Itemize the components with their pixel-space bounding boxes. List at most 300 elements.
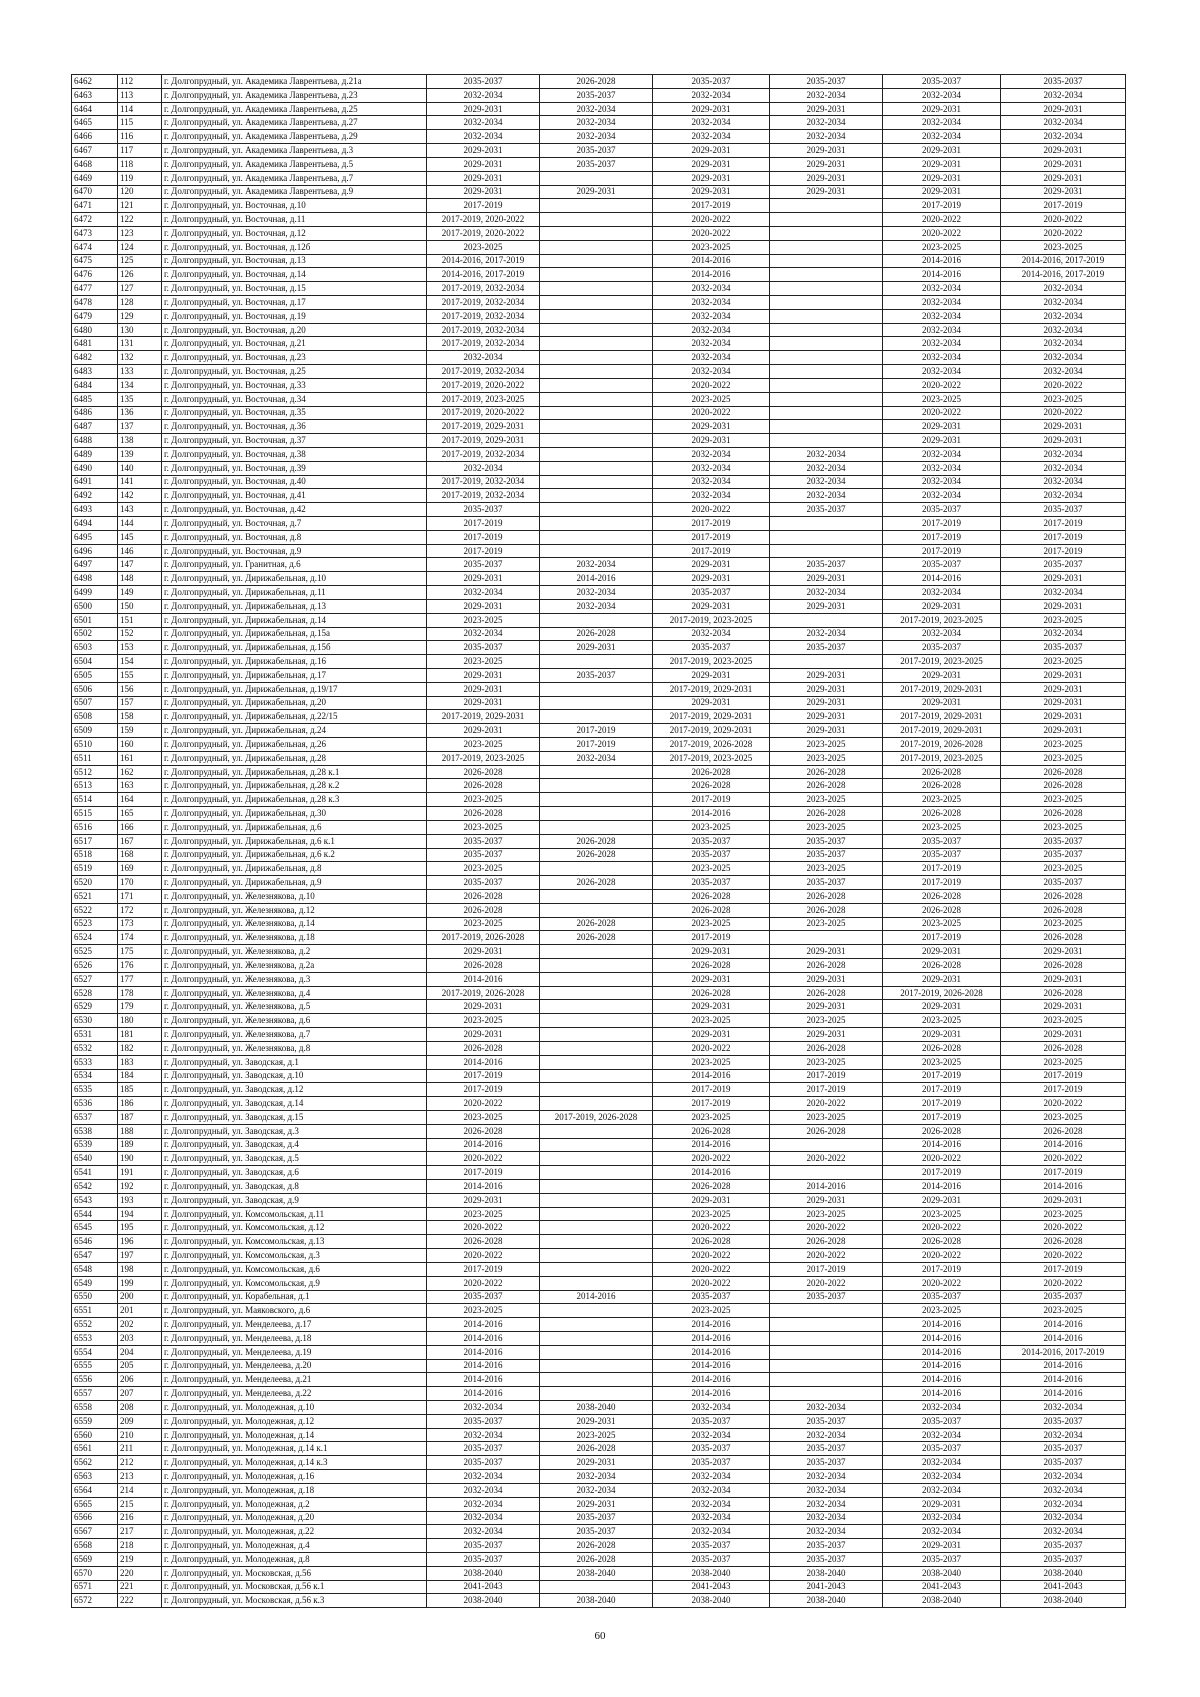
period-cell-1: 2023-2025	[427, 793, 540, 807]
address-cell: г. Долгопрудный, ул. Дирижабельная, д.30	[162, 807, 427, 821]
table-row	[72, 254, 1126, 268]
table-row	[72, 599, 1126, 613]
row-number-cell: 6563	[72, 1470, 118, 1484]
item-number-cell: 216	[118, 1511, 162, 1525]
item-number-cell: 190	[118, 1152, 162, 1166]
address-cell: г. Долгопрудный, ул. Академика Лаврентьева, д.25	[162, 102, 427, 116]
address-cell: г. Долгопрудный, ул. Менделеева, д.22	[162, 1387, 427, 1401]
table-row	[72, 1041, 1126, 1055]
item-number-cell: 130	[118, 323, 162, 337]
item-number-cell: 206	[118, 1373, 162, 1387]
period-cell-6: 2035-2037	[1001, 834, 1126, 848]
period-cell-2: 2035-2037	[540, 668, 653, 682]
period-cell-4: 2035-2037	[770, 876, 883, 890]
period-cell-2	[540, 530, 653, 544]
item-number-cell: 127	[118, 282, 162, 296]
address-cell: г. Долгопрудный, ул. Восточная, д.11	[162, 213, 427, 227]
period-cell-2	[540, 1262, 653, 1276]
period-cell-4	[770, 931, 883, 945]
period-cell-2: 2026-2028	[540, 1442, 653, 1456]
period-cell-3: 2029-2031	[653, 420, 770, 434]
period-cell-2: 2038-2040	[540, 1566, 653, 1580]
item-number-cell: 138	[118, 434, 162, 448]
period-cell-3: 2032-2034	[653, 1428, 770, 1442]
period-cell-6: 2035-2037	[1001, 641, 1126, 655]
period-cell-1: 2017-2019, 2032-2034	[427, 447, 540, 461]
address-cell: г. Долгопрудный, ул. Железнякова, д.5	[162, 1000, 427, 1014]
period-cell-1: 2017-2019, 2020-2022	[427, 226, 540, 240]
period-cell-2	[540, 1000, 653, 1014]
period-cell-3: 2020-2022	[653, 378, 770, 392]
item-number-cell: 156	[118, 682, 162, 696]
period-cell-3: 2032-2034	[653, 309, 770, 323]
period-cell-5: 2032-2034	[883, 1428, 1001, 1442]
row-number-cell: 6528	[72, 986, 118, 1000]
table-row	[72, 724, 1126, 738]
period-cell-5: 2017-2019, 2023-2025	[883, 751, 1001, 765]
period-cell-6: 2029-2031	[1001, 1193, 1126, 1207]
period-cell-6: 2029-2031	[1001, 1028, 1126, 1042]
row-number-cell: 6542	[72, 1180, 118, 1194]
table-row	[72, 199, 1126, 213]
period-cell-4: 2023-2025	[770, 862, 883, 876]
period-cell-6: 2029-2031	[1001, 696, 1126, 710]
period-cell-4: 2029-2031	[770, 1028, 883, 1042]
row-number-cell: 6554	[72, 1345, 118, 1359]
period-cell-1: 2017-2019, 2032-2034	[427, 323, 540, 337]
address-cell: г. Долгопрудный, ул. Корабельная, д.1	[162, 1290, 427, 1304]
period-cell-1: 2017-2019, 2029-2031	[427, 710, 540, 724]
period-cell-6: 2014-2016	[1001, 1387, 1126, 1401]
period-cell-1: 2026-2028	[427, 903, 540, 917]
row-number-cell: 6545	[72, 1221, 118, 1235]
period-cell-5: 2032-2034	[883, 586, 1001, 600]
period-cell-3: 2026-2028	[653, 779, 770, 793]
period-cell-4: 2029-2031	[770, 710, 883, 724]
period-cell-6: 2032-2034	[1001, 1525, 1126, 1539]
period-cell-3: 2029-2031	[653, 171, 770, 185]
period-cell-5: 2026-2028	[883, 1124, 1001, 1138]
row-number-cell: 6534	[72, 1069, 118, 1083]
period-cell-2: 2032-2034	[540, 586, 653, 600]
table-row	[72, 613, 1126, 627]
row-number-cell: 6485	[72, 392, 118, 406]
address-cell: г. Долгопрудный, ул. Железнякова, д.6	[162, 1014, 427, 1028]
period-cell-4: 2020-2022	[770, 1249, 883, 1263]
table-row	[72, 475, 1126, 489]
period-cell-3: 2017-2019, 2023-2025	[653, 655, 770, 669]
row-number-cell: 6495	[72, 530, 118, 544]
row-number-cell: 6510	[72, 738, 118, 752]
period-cell-6: 2032-2034	[1001, 1470, 1126, 1484]
address-cell: г. Долгопрудный, ул. Восточная, д.35	[162, 406, 427, 420]
period-cell-2	[540, 613, 653, 627]
period-cell-5: 2029-2031	[883, 696, 1001, 710]
period-cell-6: 2029-2031	[1001, 157, 1126, 171]
row-number-cell: 6558	[72, 1401, 118, 1415]
table-row	[72, 461, 1126, 475]
row-number-cell: 6478	[72, 296, 118, 310]
row-number-cell: 6532	[72, 1041, 118, 1055]
period-cell-1: 2029-2031	[427, 682, 540, 696]
period-cell-6: 2014-2016	[1001, 1180, 1126, 1194]
address-cell: г. Долгопрудный, ул. Восточная, д.13	[162, 254, 427, 268]
item-number-cell: 218	[118, 1539, 162, 1553]
period-cell-1: 2014-2016	[427, 1387, 540, 1401]
item-number-cell: 141	[118, 475, 162, 489]
table-row	[72, 337, 1126, 351]
period-cell-3: 2032-2034	[653, 130, 770, 144]
period-cell-4: 2029-2031	[770, 682, 883, 696]
period-cell-6: 2029-2031	[1001, 185, 1126, 199]
period-cell-6: 2035-2037	[1001, 1456, 1126, 1470]
period-cell-2: 2026-2028	[540, 931, 653, 945]
period-cell-6: 2032-2034	[1001, 475, 1126, 489]
address-cell: г. Долгопрудный, ул. Комсомольская, д.9	[162, 1276, 427, 1290]
period-cell-2	[540, 296, 653, 310]
period-cell-6: 2035-2037	[1001, 558, 1126, 572]
item-number-cell: 142	[118, 489, 162, 503]
address-cell: г. Долгопрудный, ул. Маяковского, д.6	[162, 1304, 427, 1318]
address-cell: г. Долгопрудный, ул. Восточная, д.14	[162, 268, 427, 282]
item-number-cell: 184	[118, 1069, 162, 1083]
address-cell: г. Долгопрудный, ул. Академика Лаврентьева, д.21а	[162, 75, 427, 89]
item-number-cell: 222	[118, 1594, 162, 1608]
row-number-cell: 6487	[72, 420, 118, 434]
item-number-cell: 153	[118, 641, 162, 655]
period-cell-2	[540, 406, 653, 420]
table-row	[72, 1028, 1126, 1042]
item-number-cell: 185	[118, 1083, 162, 1097]
period-cell-5: 2032-2034	[883, 337, 1001, 351]
table-row	[72, 710, 1126, 724]
period-cell-1: 2014-2016	[427, 1345, 540, 1359]
address-cell: г. Долгопрудный, ул. Молодежная, д.10	[162, 1401, 427, 1415]
period-cell-5: 2020-2022	[883, 1276, 1001, 1290]
item-number-cell: 116	[118, 130, 162, 144]
period-cell-6: 2035-2037	[1001, 1290, 1126, 1304]
period-cell-2: 2038-2040	[540, 1401, 653, 1415]
period-cell-4: 2029-2031	[770, 1000, 883, 1014]
period-cell-4: 2029-2031	[770, 157, 883, 171]
period-cell-6: 2038-2040	[1001, 1566, 1126, 1580]
period-cell-2: 2029-2031	[540, 641, 653, 655]
table-row	[72, 1580, 1126, 1594]
table-row	[72, 751, 1126, 765]
period-cell-2	[540, 434, 653, 448]
period-cell-6: 2020-2022	[1001, 226, 1126, 240]
address-cell: г. Долгопрудный, ул. Заводская, д.5	[162, 1152, 427, 1166]
period-cell-6: 2029-2031	[1001, 572, 1126, 586]
row-number-cell: 6504	[72, 655, 118, 669]
period-cell-2: 2032-2034	[540, 102, 653, 116]
period-cell-3: 2017-2019	[653, 517, 770, 531]
item-number-cell: 162	[118, 765, 162, 779]
address-cell: г. Долгопрудный, ул. Восточная, д.17	[162, 296, 427, 310]
period-cell-3: 2014-2016	[653, 1166, 770, 1180]
table-row	[72, 185, 1126, 199]
period-cell-4	[770, 1166, 883, 1180]
period-cell-1: 2029-2031	[427, 1193, 540, 1207]
row-number-cell: 6565	[72, 1497, 118, 1511]
period-cell-3: 2017-2019, 2029-2031	[653, 710, 770, 724]
period-cell-3: 2035-2037	[653, 1552, 770, 1566]
period-cell-6: 2017-2019	[1001, 199, 1126, 213]
period-cell-1: 2032-2034	[427, 1428, 540, 1442]
address-cell: г. Долгопрудный, ул. Восточная, д.41	[162, 489, 427, 503]
period-cell-3: 2014-2016	[653, 1359, 770, 1373]
period-cell-3: 2032-2034	[653, 1497, 770, 1511]
period-cell-1: 2029-2031	[427, 144, 540, 158]
row-number-cell: 6508	[72, 710, 118, 724]
period-cell-6: 2026-2028	[1001, 959, 1126, 973]
period-cell-4	[770, 530, 883, 544]
period-cell-1: 2017-2019	[427, 1069, 540, 1083]
period-cell-4: 2026-2028	[770, 807, 883, 821]
period-cell-5: 2014-2016	[883, 1331, 1001, 1345]
period-cell-2: 2029-2031	[540, 1414, 653, 1428]
period-cell-4: 2035-2037	[770, 1442, 883, 1456]
period-cell-1: 2032-2034	[427, 116, 540, 130]
period-cell-1: 2014-2016	[427, 1138, 540, 1152]
period-cell-6: 2029-2031	[1001, 434, 1126, 448]
period-cell-5: 2026-2028	[883, 779, 1001, 793]
period-cell-4: 2026-2028	[770, 1235, 883, 1249]
period-cell-1: 2017-2019, 2032-2034	[427, 489, 540, 503]
period-cell-1: 2017-2019, 2032-2034	[427, 337, 540, 351]
period-cell-6: 2029-2031	[1001, 682, 1126, 696]
item-number-cell: 126	[118, 268, 162, 282]
period-cell-5: 2026-2028	[883, 959, 1001, 973]
address-cell: г. Долгопрудный, ул. Московская, д.56	[162, 1566, 427, 1580]
row-number-cell: 6518	[72, 848, 118, 862]
row-number-cell: 6544	[72, 1207, 118, 1221]
period-cell-4: 2032-2034	[770, 116, 883, 130]
period-cell-1: 2026-2028	[427, 959, 540, 973]
period-cell-4: 2041-2043	[770, 1580, 883, 1594]
table-row	[72, 1276, 1126, 1290]
period-cell-1: 2035-2037	[427, 1290, 540, 1304]
period-cell-3: 2026-2028	[653, 1124, 770, 1138]
address-cell: г. Долгопрудный, ул. Дирижабельная, д.28 к.3	[162, 793, 427, 807]
period-cell-6: 2029-2031	[1001, 945, 1126, 959]
item-number-cell: 179	[118, 1000, 162, 1014]
row-number-cell: 6516	[72, 820, 118, 834]
period-cell-1: 2038-2040	[427, 1566, 540, 1580]
period-cell-5: 2017-2019, 2029-2031	[883, 724, 1001, 738]
item-number-cell: 166	[118, 820, 162, 834]
item-number-cell: 132	[118, 351, 162, 365]
table-row	[72, 889, 1126, 903]
period-cell-2: 2017-2019	[540, 738, 653, 752]
item-number-cell: 135	[118, 392, 162, 406]
row-number-cell: 6463	[72, 88, 118, 102]
table-row	[72, 226, 1126, 240]
table-row	[72, 820, 1126, 834]
period-cell-3: 2023-2025	[653, 917, 770, 931]
address-cell: г. Долгопрудный, ул. Комсомольская, д.13	[162, 1235, 427, 1249]
table-row	[72, 1069, 1126, 1083]
period-cell-4: 2029-2031	[770, 599, 883, 613]
table-row	[72, 1262, 1126, 1276]
period-cell-2	[540, 682, 653, 696]
address-cell: г. Долгопрудный, ул. Восточная, д.15	[162, 282, 427, 296]
period-cell-4	[770, 1359, 883, 1373]
period-cell-2	[540, 1152, 653, 1166]
table-row	[72, 1414, 1126, 1428]
period-cell-5: 2017-2019	[883, 931, 1001, 945]
period-cell-3: 2035-2037	[653, 1539, 770, 1553]
period-cell-3: 2014-2016	[653, 1331, 770, 1345]
address-cell: г. Долгопрудный, ул. Дирижабельная, д.13	[162, 599, 427, 613]
item-number-cell: 196	[118, 1235, 162, 1249]
item-number-cell: 181	[118, 1028, 162, 1042]
period-cell-2	[540, 1097, 653, 1111]
period-cell-1: 2017-2019, 2029-2031	[427, 434, 540, 448]
period-cell-4	[770, 226, 883, 240]
period-cell-2: 2032-2034	[540, 558, 653, 572]
period-cell-1: 2023-2025	[427, 917, 540, 931]
period-cell-3: 2020-2022	[653, 1276, 770, 1290]
period-cell-4: 2023-2025	[770, 820, 883, 834]
period-cell-3: 2017-2019, 2029-2031	[653, 724, 770, 738]
item-number-cell: 202	[118, 1318, 162, 1332]
address-cell: г. Долгопрудный, ул. Московская, д.56 к.1	[162, 1580, 427, 1594]
item-number-cell: 150	[118, 599, 162, 613]
period-cell-4	[770, 240, 883, 254]
period-cell-4: 2035-2037	[770, 1456, 883, 1470]
period-cell-6: 2014-2016	[1001, 1373, 1126, 1387]
table-row	[72, 75, 1126, 89]
period-cell-1: 2029-2031	[427, 185, 540, 199]
period-cell-5: 2029-2031	[883, 1000, 1001, 1014]
table-row	[72, 834, 1126, 848]
period-cell-6: 2020-2022	[1001, 213, 1126, 227]
item-number-cell: 183	[118, 1055, 162, 1069]
period-cell-6: 2035-2037	[1001, 848, 1126, 862]
period-cell-3: 2032-2034	[653, 282, 770, 296]
period-cell-2	[540, 447, 653, 461]
period-cell-2	[540, 461, 653, 475]
period-cell-3: 2032-2034	[653, 1470, 770, 1484]
item-number-cell: 182	[118, 1041, 162, 1055]
period-cell-6: 2026-2028	[1001, 1041, 1126, 1055]
period-cell-6: 2035-2037	[1001, 503, 1126, 517]
period-cell-2: 2029-2031	[540, 185, 653, 199]
period-cell-6: 2023-2025	[1001, 392, 1126, 406]
period-cell-2	[540, 226, 653, 240]
row-number-cell: 6559	[72, 1414, 118, 1428]
period-cell-4	[770, 268, 883, 282]
period-cell-2: 2035-2037	[540, 88, 653, 102]
period-cell-1: 2017-2019, 2032-2034	[427, 475, 540, 489]
period-cell-2	[540, 1083, 653, 1097]
table-row	[72, 144, 1126, 158]
row-number-cell: 6549	[72, 1276, 118, 1290]
period-cell-4	[770, 213, 883, 227]
table-row	[72, 517, 1126, 531]
table-row	[72, 1497, 1126, 1511]
period-cell-2: 2026-2028	[540, 1539, 653, 1553]
period-cell-5: 2035-2037	[883, 834, 1001, 848]
period-cell-6: 2026-2028	[1001, 807, 1126, 821]
period-cell-2	[540, 1249, 653, 1263]
period-cell-3: 2026-2028	[653, 765, 770, 779]
table-row	[72, 1470, 1126, 1484]
period-cell-6: 2026-2028	[1001, 986, 1126, 1000]
table-row	[72, 738, 1126, 752]
row-number-cell: 6498	[72, 572, 118, 586]
period-cell-4: 2023-2025	[770, 793, 883, 807]
period-cell-4: 2035-2037	[770, 75, 883, 89]
row-number-cell: 6486	[72, 406, 118, 420]
row-number-cell: 6537	[72, 1110, 118, 1124]
item-number-cell: 171	[118, 889, 162, 903]
row-number-cell: 6539	[72, 1138, 118, 1152]
period-cell-3: 2041-2043	[653, 1580, 770, 1594]
item-number-cell: 151	[118, 613, 162, 627]
table-row	[72, 1055, 1126, 1069]
period-cell-3: 2014-2016	[653, 1373, 770, 1387]
period-cell-5: 2017-2019, 2023-2025	[883, 655, 1001, 669]
table-row	[72, 392, 1126, 406]
period-cell-4: 2032-2034	[770, 130, 883, 144]
period-cell-5: 2029-2031	[883, 1028, 1001, 1042]
page-number: 60	[594, 1630, 606, 1642]
period-cell-2	[540, 351, 653, 365]
table-row	[72, 544, 1126, 558]
row-number-cell: 6506	[72, 682, 118, 696]
period-cell-4: 2026-2028	[770, 889, 883, 903]
period-cell-5: 2032-2034	[883, 282, 1001, 296]
period-cell-5: 2017-2019	[883, 1069, 1001, 1083]
period-cell-4: 2038-2040	[770, 1566, 883, 1580]
item-number-cell: 122	[118, 213, 162, 227]
period-cell-3: 2029-2031	[653, 572, 770, 586]
period-cell-1: 2032-2034	[427, 88, 540, 102]
period-cell-6: 2032-2034	[1001, 337, 1126, 351]
period-cell-2	[540, 1387, 653, 1401]
address-cell: г. Долгопрудный, ул. Академика Лаврентьева, д.5	[162, 157, 427, 171]
item-number-cell: 169	[118, 862, 162, 876]
period-cell-5: 2032-2034	[883, 489, 1001, 503]
table-row	[72, 862, 1126, 876]
period-cell-1: 2017-2019, 2032-2034	[427, 309, 540, 323]
table-row	[72, 876, 1126, 890]
period-cell-5: 2032-2034	[883, 1470, 1001, 1484]
period-cell-6: 2032-2034	[1001, 351, 1126, 365]
period-cell-2: 2026-2028	[540, 75, 653, 89]
period-cell-1: 2035-2037	[427, 834, 540, 848]
table-row	[72, 1097, 1126, 1111]
address-cell: г. Долгопрудный, ул. Молодежная, д.22	[162, 1525, 427, 1539]
period-cell-1: 2014-2016	[427, 1373, 540, 1387]
period-cell-2	[540, 309, 653, 323]
period-cell-3: 2023-2025	[653, 1207, 770, 1221]
row-number-cell: 6569	[72, 1552, 118, 1566]
period-cell-3: 2032-2034	[653, 365, 770, 379]
item-number-cell: 161	[118, 751, 162, 765]
row-number-cell: 6507	[72, 696, 118, 710]
period-cell-2	[540, 323, 653, 337]
period-cell-3: 2023-2025	[653, 392, 770, 406]
table-body	[72, 75, 1126, 1608]
table-row	[72, 945, 1126, 959]
period-cell-5: 2029-2031	[883, 185, 1001, 199]
period-cell-4: 2020-2022	[770, 1152, 883, 1166]
period-cell-2: 2026-2028	[540, 627, 653, 641]
period-cell-3: 2023-2025	[653, 862, 770, 876]
